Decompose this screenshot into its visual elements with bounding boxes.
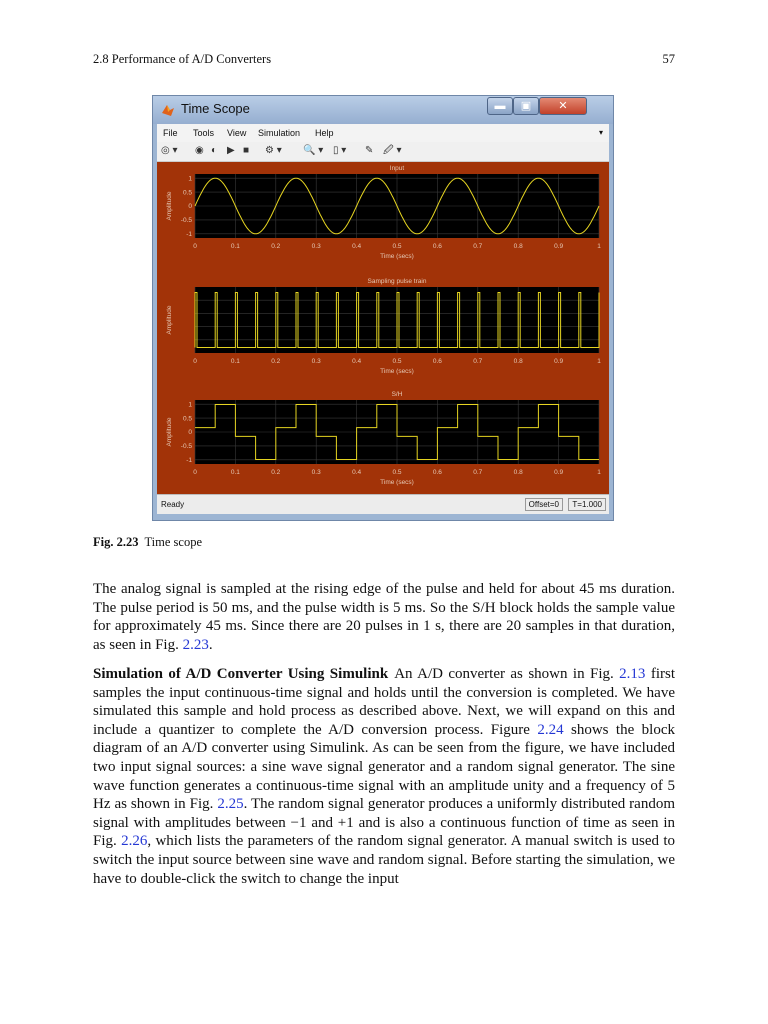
scale-axes-icon[interactable]: ▯ ▾ xyxy=(333,145,347,156)
x-tick-label: 0.1 xyxy=(230,358,240,365)
paragraph-text: , which lists the parameters of the random signal generator. A manual switch is used to switch the input source between sine wave and random signal. Before starting the simulation, we have to double-click the switch to change the input xyxy=(93,833,675,887)
paragraph-text: first samples the input continuous-time signal and holds until the conversion is completed. We have simulated this sample and hold process as described above. Next, we will expand on this and include a quantizer to complete the A/D conversion process. Figure xyxy=(93,666,676,738)
y-axis-label: Amplitude xyxy=(166,305,173,335)
x-tick-label: 0.9 xyxy=(554,469,564,476)
x-tick-label: 0.5 xyxy=(392,243,402,250)
step-back-icon[interactable]: ◉ xyxy=(195,145,204,156)
y-tick-label: -0.5 xyxy=(180,217,192,225)
figure-reference-link[interactable]: 2.13 xyxy=(619,666,646,682)
stop-icon[interactable]: ■ xyxy=(243,145,250,156)
menu-bar xyxy=(157,124,609,142)
figure-caption-text: Time scope xyxy=(144,535,203,549)
x-tick-label: 0.1 xyxy=(230,469,240,476)
y-tick-label: 0 xyxy=(188,429,192,437)
run-icon[interactable]: ◐ xyxy=(211,145,218,156)
run-in-heading: Simulation of A/D Converter Using Simulink xyxy=(93,666,389,682)
x-tick-label: 0.2 xyxy=(271,243,281,250)
plot-area xyxy=(157,162,609,494)
paragraph-simulink xyxy=(93,665,675,888)
x-tick-label: 0.3 xyxy=(311,469,321,476)
plot-title: Input xyxy=(389,165,405,172)
plot-title: S/H xyxy=(391,391,403,398)
y-axis-label: Amplitude xyxy=(166,191,173,221)
x-tick-label: 1 xyxy=(597,469,601,476)
play-icon[interactable]: ▶ xyxy=(227,145,235,156)
paragraph-text: An A/D converter as shown in Fig. xyxy=(394,666,620,682)
status-offset: Offset=0 xyxy=(525,498,563,511)
measure-icon[interactable]: ✎ xyxy=(365,145,374,156)
figure-reference-link[interactable]: 2.26 xyxy=(121,833,148,850)
signal-trace xyxy=(195,293,599,348)
figure-reference-link[interactable]: 2.24 xyxy=(537,721,564,738)
x-tick-label: 0.2 xyxy=(271,358,281,365)
maximize-button[interactable]: ▣ xyxy=(513,97,539,115)
time-scope-window xyxy=(152,95,614,521)
y-tick-label: -1 xyxy=(186,457,192,465)
close-button[interactable]: ✕ xyxy=(539,97,587,115)
y-axis-label: Amplitude xyxy=(166,417,173,447)
x-tick-label: 0 xyxy=(193,243,197,250)
x-tick-label: 0.7 xyxy=(473,243,483,250)
x-tick-label: 0.4 xyxy=(352,358,362,365)
scope-plots xyxy=(157,162,609,494)
x-tick-label: 1 xyxy=(597,243,601,250)
y-tick-label: -0.5 xyxy=(180,443,192,451)
x-tick-label: 0 xyxy=(193,358,197,365)
edit-icon[interactable]: 🖉 ▾ xyxy=(383,145,402,156)
x-axis-label: Time (secs) xyxy=(380,479,414,486)
x-tick-label: 0.3 xyxy=(311,243,321,250)
x-tick-label: 0.6 xyxy=(432,358,442,365)
x-tick-label: 0.4 xyxy=(352,243,362,250)
figure-reference-link[interactable]: 2.23 xyxy=(182,636,209,653)
y-tick-label: -1 xyxy=(186,231,192,239)
y-tick-label: 1 xyxy=(188,175,192,183)
x-tick-label: 0.5 xyxy=(392,358,402,365)
status-time: T=1.000 xyxy=(568,498,606,511)
y-tick-label: 0.5 xyxy=(182,415,192,423)
x-tick-label: 0.2 xyxy=(271,469,281,476)
y-tick-label: 1 xyxy=(188,401,192,409)
x-tick-label: 0.8 xyxy=(513,358,523,365)
x-tick-label: 0.7 xyxy=(473,469,483,476)
x-tick-label: 0.3 xyxy=(311,358,321,365)
menu-help[interactable]: Help xyxy=(315,128,334,138)
paragraph-text: . xyxy=(208,636,213,653)
x-tick-label: 0.1 xyxy=(230,243,240,250)
x-tick-label: 0 xyxy=(193,469,197,476)
y-tick-label: 0 xyxy=(188,203,192,211)
x-tick-label: 0.9 xyxy=(554,243,564,250)
menu-tools[interactable]: Tools xyxy=(193,128,215,138)
figure-reference-link[interactable]: 2.25 xyxy=(217,796,244,813)
figure-caption xyxy=(93,535,202,550)
x-tick-label: 0.8 xyxy=(513,243,523,250)
paragraph-text: The analog signal is sampled at the rising edge of the pulse and held for about 45 ms duration. The pulse period is 50 ms, and the pulse width is 5 ms. So the S/H block holds the sample value for approximately 45 ms. Since there are 20 pulses in 1 s, there are 20 samples in that duration, as seen in Fig. xyxy=(93,581,675,653)
plot-title: Sampling pulse train xyxy=(367,278,427,285)
status-ready: Ready xyxy=(161,500,185,509)
x-axis-label: Time (secs) xyxy=(380,253,414,260)
menu-view[interactable]: View xyxy=(227,128,247,138)
x-tick-label: 0.6 xyxy=(432,469,442,476)
status-bar xyxy=(157,494,609,514)
paragraph-sampling xyxy=(93,580,675,654)
x-tick-label: 0.5 xyxy=(392,469,402,476)
y-tick-label: 0.5 xyxy=(182,189,192,197)
x-tick-label: 0.9 xyxy=(554,358,564,365)
section-heading: 2.8 Performance of A/D Converters xyxy=(93,52,272,66)
paragraph-text: . The random signal generator produces a uniformly distributed random signal with amplitudes between −1 and +1 and is also a continuous function of time as seen in Fig. xyxy=(93,796,676,850)
x-axis-label: Time (secs) xyxy=(380,368,414,375)
x-tick-label: 1 xyxy=(597,358,601,365)
x-tick-label: 0.7 xyxy=(473,358,483,365)
toolbar xyxy=(157,142,609,162)
paragraph-text: shows the block diagram of an A/D converter using Simulink. As can be seen from the figure, we have included two input signal sources: a sine wave signal generator and a random signal generator. The sine wave function generates a continuous-time signal with an amplitude unity and a frequency of 5 Hz as shown in Fig. xyxy=(93,721,675,813)
x-tick-label: 0.4 xyxy=(352,469,362,476)
x-tick-label: 0.8 xyxy=(513,469,523,476)
running-head xyxy=(93,52,675,70)
menu-file[interactable]: File xyxy=(163,128,178,138)
menu-simulation[interactable]: Simulation xyxy=(258,128,301,138)
window-title: Time Scope xyxy=(181,101,250,116)
x-tick-label: 0.6 xyxy=(432,243,442,250)
figure-label: Fig. 2.23 xyxy=(93,535,139,549)
minimize-button[interactable]: ▬ xyxy=(487,97,513,115)
page-number: 57 xyxy=(662,52,675,66)
menu-expand-icon[interactable]: ▾ xyxy=(598,128,603,137)
matlab-logo-icon xyxy=(161,103,175,117)
zoom-icon[interactable]: 🔍 ▾ xyxy=(303,145,324,156)
window-titlebar[interactable] xyxy=(153,96,613,124)
settings-icon[interactable]: ◎ ▾ xyxy=(161,145,178,156)
properties-icon[interactable]: ⚙ ▾ xyxy=(265,145,282,156)
